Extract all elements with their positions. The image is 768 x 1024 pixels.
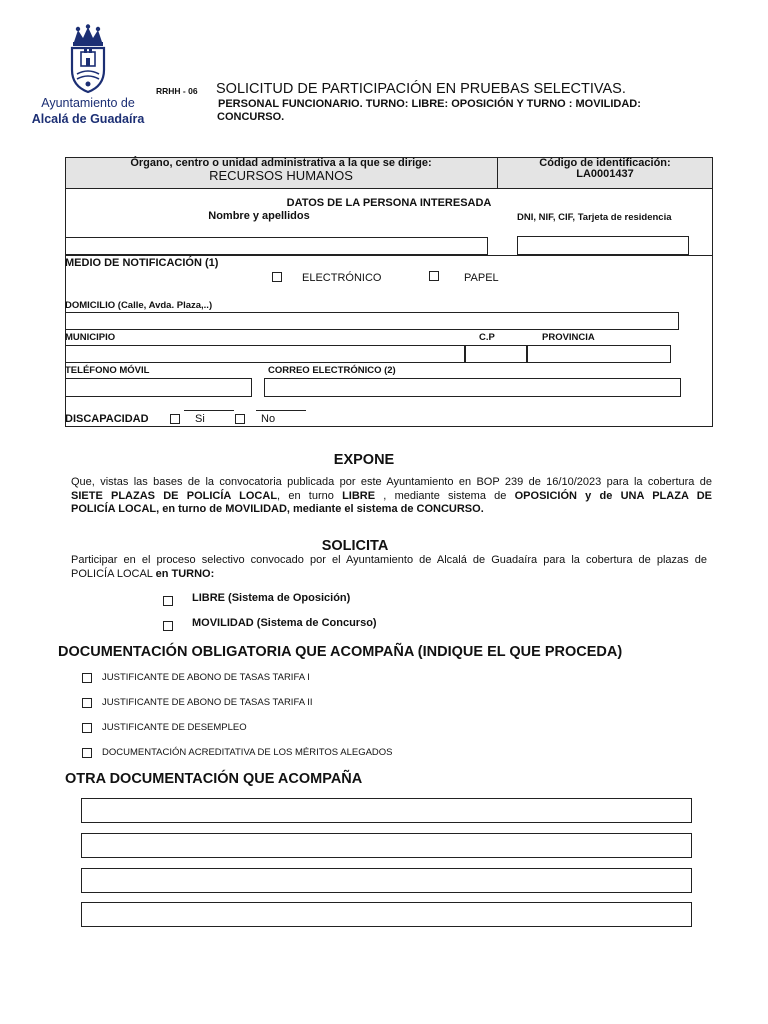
turno-libre-label: LIBRE (Sistema de Oposición) (192, 592, 351, 604)
solicita-line1: Participar en el proceso selectivo convocado por el Ayuntamiento de Alcalá de Guadaíra para la cobertura de plazas de (71, 554, 707, 566)
discapacidad-no-label: No (261, 413, 276, 425)
provincia-input[interactable] (527, 345, 671, 363)
domicilio-label: DOMICILIO (Calle, Avda. Plaza,..) (65, 300, 213, 311)
no-overline (256, 410, 306, 411)
notif-electronico-label: ELECTRÓNICO (302, 272, 382, 284)
expone-title: EXPONE (333, 452, 395, 468)
solicita-title: SOLICITA (321, 538, 389, 554)
doc-item-3-checkbox[interactable] (82, 723, 92, 733)
discapacidad-no-checkbox[interactable] (235, 414, 245, 424)
form-subtitle-line1: PERSONAL FUNCIONARIO. TURNO: LIBRE: OPOSICIÓN Y TURNO : MOVILIDAD: (218, 98, 641, 110)
org-name-line1: Ayuntamiento de (41, 96, 135, 110)
expone-libre: LIBRE (342, 489, 376, 502)
doc-item-2-checkbox[interactable] (82, 698, 92, 708)
doc-item-2-label: JUSTIFICANTE DE ABONO DE TASAS TARIFA II (102, 697, 313, 708)
name-label: Nombre y apellidos (208, 210, 310, 222)
otra-doc-field-3[interactable] (81, 868, 692, 893)
organo-label: Órgano, centro o unidad administrativa a la que se dirige: (130, 157, 432, 169)
provincia-label: PROVINCIA (542, 332, 595, 343)
interesado-section-title: DATOS DE LA PERSONA INTERESADA (286, 197, 492, 209)
doc-item-1-label: JUSTIFICANTE DE ABONO DE TASAS TARIFA I (102, 672, 310, 683)
form-code: RRHH - 06 (156, 86, 198, 96)
organo-value: RECURSOS HUMANOS (209, 168, 353, 183)
section-divider (65, 255, 713, 256)
name-input[interactable] (65, 237, 488, 255)
telefono-input[interactable] (65, 378, 252, 397)
doc-item-1-checkbox[interactable] (82, 673, 92, 683)
expone-oposicion: OPOSICIÓN y de UNA PLAZA DE (514, 489, 712, 502)
expone-paragraph (71, 476, 712, 517)
solicita-paragraph (71, 554, 707, 581)
discapacidad-si-checkbox[interactable] (170, 414, 180, 424)
dni-input[interactable] (517, 236, 689, 255)
expone-line2 (71, 490, 712, 504)
solicita-policia: POLICÍA LOCAL (71, 567, 156, 580)
discapacidad-label: DISCAPACIDAD (65, 413, 149, 425)
notif-papel-label: PAPEL (464, 272, 499, 284)
code-label: Código de identificación: (539, 157, 671, 169)
si-overline (184, 410, 234, 411)
telefono-label: TELÉFONO MÓVIL (65, 365, 150, 376)
form-subtitle-line2: CONCURSO. (217, 111, 285, 123)
otra-doc-field-4[interactable] (81, 902, 692, 927)
coat-of-arms-icon (28, 24, 148, 94)
municipio-input[interactable] (65, 345, 465, 363)
documentacion-title: DOCUMENTACIÓN OBLIGATORIA QUE ACOMPAÑA (INDIQUE EL QUE PROCEDA) (58, 644, 623, 660)
org-name-line2: Alcalá de Guadaíra (31, 112, 145, 126)
doc-item-4-label: DOCUMENTACIÓN ACREDITATIVA DE LOS MÉRITOS ALEGADOS (102, 747, 393, 758)
municipio-label: MUNICIPIO (65, 332, 116, 343)
notif-papel-checkbox[interactable] (429, 271, 439, 281)
otra-doc-field-2[interactable] (81, 833, 692, 858)
form-title: SOLICITUD DE PARTICIPACIÓN EN PRUEBAS SELECTIVAS. (216, 81, 626, 97)
expone-line1: Que, vistas las bases de la convocatoria publicada por este Ayuntamiento en BOP 239 de 16/10/2023 para la cobertura de (71, 476, 712, 488)
turno-movilidad-checkbox[interactable] (163, 621, 173, 631)
turno-movilidad-label: MOVILIDAD (Sistema de Concurso) (192, 617, 377, 629)
expone-sistema: , mediante sistema de (375, 489, 515, 502)
solicita-turno: en TURNO: (155, 567, 215, 580)
cp-input[interactable] (465, 345, 527, 363)
correo-label: CORREO ELECTRÓNICO (2) (268, 365, 396, 376)
otra-title: OTRA DOCUMENTACIÓN QUE ACOMPAÑA (65, 771, 363, 787)
dni-label: DNI, NIF, CIF, Tarjeta de residencia (517, 212, 672, 223)
doc-item-3-label: JUSTIFICANTE DE DESEMPLEO (102, 722, 247, 733)
code-value: LA0001437 (576, 168, 634, 180)
discapacidad-si-label: Si (195, 413, 205, 425)
expone-line3: POLICÍA LOCAL, en turno de MOVILIDAD, mediante el sistema de CONCURSO. (71, 503, 484, 515)
expone-turno: , en turno (277, 489, 343, 502)
otra-doc-field-1[interactable] (81, 798, 692, 823)
correo-input[interactable] (264, 378, 681, 397)
notif-label: MEDIO DE NOTIFICACIÓN (1) (65, 257, 219, 269)
notif-electronico-checkbox[interactable] (272, 272, 282, 282)
cp-label: C.P (479, 332, 495, 343)
domicilio-input[interactable] (65, 312, 679, 330)
expone-plazas: SIETE PLAZAS DE POLICÍA LOCAL (71, 489, 278, 502)
doc-item-4-checkbox[interactable] (82, 748, 92, 758)
municipal-logo (28, 24, 148, 128)
turno-libre-checkbox[interactable] (163, 596, 173, 606)
